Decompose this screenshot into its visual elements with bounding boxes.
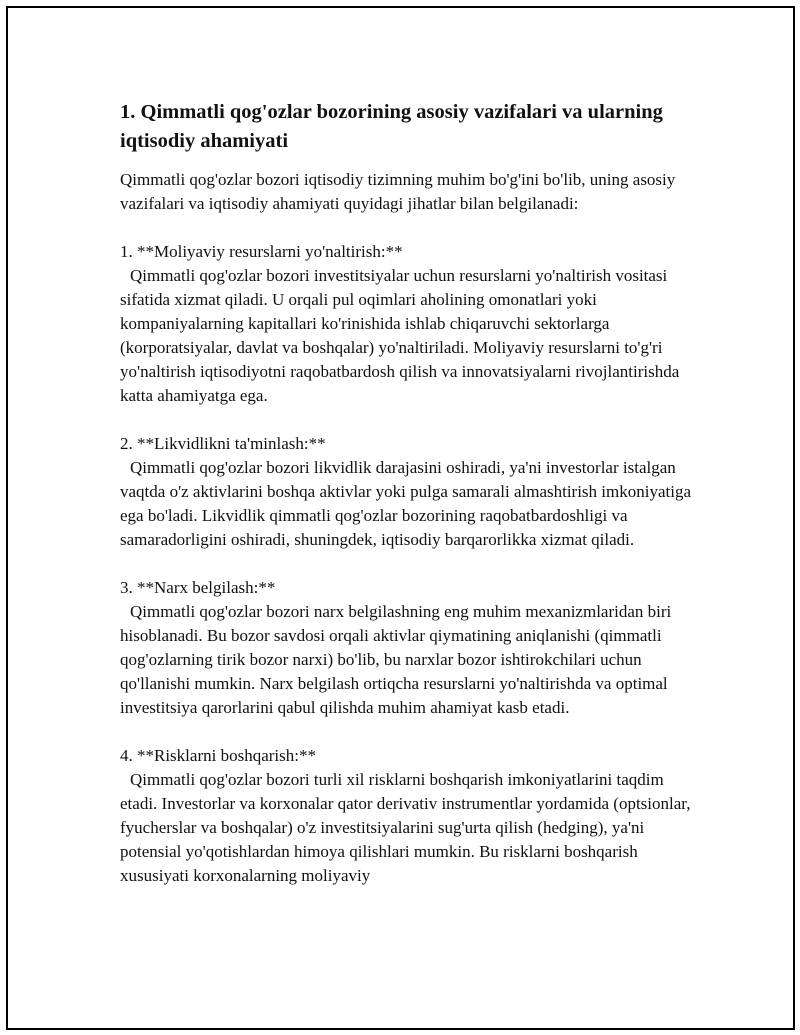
section-risk-management [120, 744, 700, 888]
section-heading: 2. **Likvidlikni ta'minlash:** [120, 434, 326, 453]
section-heading: 1. **Moliyaviy resurslarni yo'naltirish:** [120, 242, 403, 261]
section-heading: 4. **Risklarni boshqarish:** [120, 746, 316, 765]
document-title-line-1: 1. Qimmatli qog'ozlar bozorining asosiy vazifalari va ularning [120, 101, 663, 123]
section-financial-resources [120, 240, 700, 408]
section-body: Qimmatli qog'ozlar bozori turli xil risklarni boshqarish imkoniyatlarini taqdim etadi. Investorlar va korxonalar qator derivativ instrumentlar yordamida (optsionlar, fyucherslar va boshqalar) o'z investitsiyalarini sug'urta qilish (hedging), ya'ni potensial yo'qotishlardan himoya qilishlari mumkin. Bu risklarni boshqarish xususiyati korxonalarning moliyaviy [120, 770, 691, 885]
section-pricing [120, 576, 700, 720]
page-frame [6, 6, 795, 1030]
section-liquidity [120, 432, 700, 552]
section-heading: 3. **Narx belgilash:** [120, 578, 276, 597]
section-body: Qimmatli qog'ozlar bozori narx belgilashning eng muhim mexanizmlaridan biri hisoblanadi. Bu bozor savdosi orqali aktivlar qiymatining aniqlanishi (qimmatli qog'ozlarning tirik bozor narxi) bo'lib, bu narxlar bozor ishtirokchilari uchun qo'llanishi mumkin. Narx belgilash ortiqcha resurslarni yo'naltirishda va optimal investitsiya qarorlarini qabul qilishda muhim ahamiyat kasb etadi. [120, 602, 672, 717]
section-body: Qimmatli qog'ozlar bozori investitsiyalar uchun resurslarni yo'naltirish vositasi sifatida xizmat qiladi. U orqali pul oqimlari aholining omonatlari yoki kompaniyalarning kapitallari ko'rinishida ishlab chiqaruvchi sektorlarga (korporatsiyalar, davlat va boshqalar) yo'naltiriladi. Moliyaviy resurslarni to'g'ri yo'naltirish iqtisodiyotni raqobatbardosh qilish va innovatsiyalarni rivojlantirishda katta ahamiyatga ega. [120, 266, 680, 405]
document-title [120, 98, 700, 156]
section-body: Qimmatli qog'ozlar bozori likvidlik darajasini oshiradi, ya'ni investorlar istalgan vaqtda o'z aktivlarini boshqa aktivlar yoki pulga samarali almashtirish imkoniyatiga ega bo'ladi. Likvidlik qimmatli qog'ozlar bozorining raqobatbardoshligi va samaradorligini oshiradi, shuningdek, iqtisodiy barqarorlikka xizmat qiladi. [120, 458, 692, 549]
document-content [120, 98, 700, 912]
intro-paragraph: Qimmatli qog'ozlar bozori iqtisodiy tizimning muhim bo'g'ini bo'lib, uning asosiy vazifalari va iqtisodiy ahamiyati quyidagi jihatlar bilan belgilanadi: [120, 170, 676, 213]
document-title-line-2: iqtisodiy ahamiyati [120, 130, 289, 152]
